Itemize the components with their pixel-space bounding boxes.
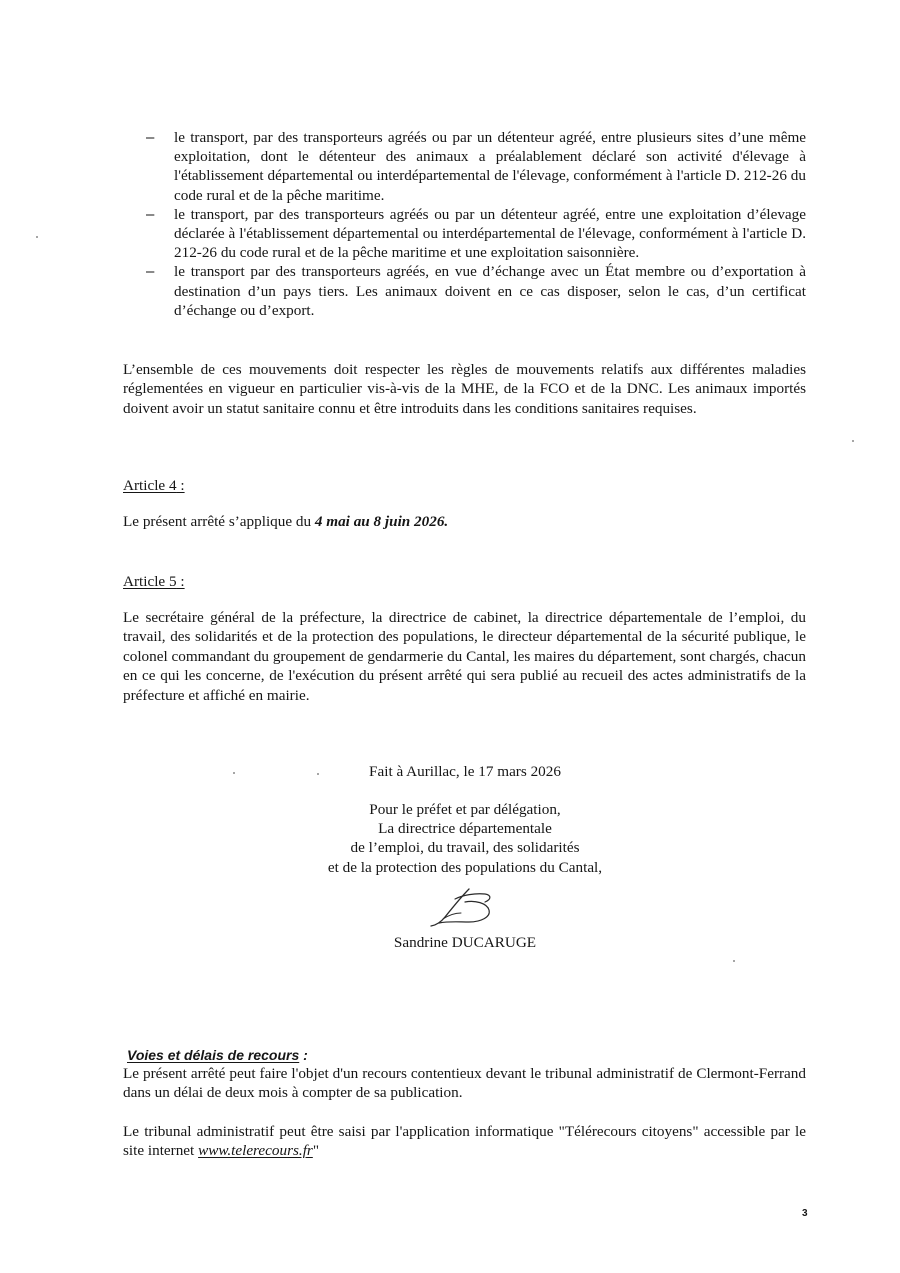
article-4-heading-label: Article 4 xyxy=(123,477,177,494)
delegation-line: et de la protection des populations du Cantal, xyxy=(327,858,603,876)
delegation-block xyxy=(300,800,630,877)
article-4-text-before: Le présent arrêté s’applique du xyxy=(123,513,315,530)
recours-title xyxy=(127,1046,308,1064)
recours-title-suffix: : xyxy=(299,1047,308,1063)
delegation-line: Pour le préfet et par délégation, xyxy=(369,801,561,818)
article-5-heading xyxy=(123,572,185,591)
dash-bullet-icon: – xyxy=(146,263,155,281)
article-4-heading-suffix: : xyxy=(176,477,185,494)
page-number: 3 xyxy=(802,1208,808,1219)
movements-paragraph: L’ensemble de ces mouvements doit respecter les règles de mouvements relatifs aux différentes maladies réglementées en vigueur en particulier vis-à-vis de la MHE, de la FCO et de la DNC. Les animaux importés doivent avoir un statut sanitaire connu et être introduits dans les conditions sanitaires requises. xyxy=(123,361,806,417)
list-item xyxy=(146,262,806,320)
list-item-text: le transport, par des transporteurs agréés ou par un détenteur agréé, entre plusieurs sites d’une même exploitation, dont le détenteur des animaux a préalablement déclaré son activité d'élevage à l'établissement départemental ou interdépartemental de l'élevage, conformément à l'article D. 212-26 du code rural et de la pêche maritime. xyxy=(174,129,806,204)
list-item xyxy=(146,128,806,205)
recours-paragraph-2-text: Le tribunal administratif peut être saisi par l'application informatique "Télérecours citoyens" accessible par le site internet xyxy=(123,1123,806,1160)
transport-exceptions-list xyxy=(146,128,806,320)
scan-speck xyxy=(733,960,735,962)
scan-speck xyxy=(852,440,854,442)
recours-paragraph-2 xyxy=(123,1122,806,1161)
delegation-line: de l’emploi, du travail, des solidarités xyxy=(350,839,580,857)
place-date: Fait à Aurillac, le 17 mars 2026 xyxy=(369,763,561,780)
telerecours-link[interactable]: www.telerecours.fr xyxy=(198,1142,313,1160)
recours-paragraph-1: Le présent arrêté peut faire l'objet d'un recours contentieux devant le tribunal administratif de Clermont-Ferrand dans un délai de deux mois à compter de sa publication. xyxy=(123,1065,806,1102)
dash-bullet-icon: – xyxy=(146,205,155,223)
article-5-heading-label: Article 5 xyxy=(123,573,177,590)
article-5-text: Le secrétaire général de la préfecture, la directrice de cabinet, la directrice départementale de l’emploi, du travail, des solidarités et de la protection des populations, le directeur départemental de la sécurité publique, le colonel commandant du groupement de gendarmerie du Cantal, les maires du département, sont chargés, chacun en ce qui les concerne, de l'exécution du présent arrêté qui sera publié au recueil des actes administratifs de la préfecture et affiché en mairie. xyxy=(123,609,806,704)
article-4-heading xyxy=(123,476,185,495)
handwritten-signature xyxy=(425,885,505,929)
list-item-text: le transport, par des transporteurs agréés ou par un détenteur agréé, entre une exploitation d’élevage déclarée à l'établissement départemental ou interdépartemental de l'élevage, conformément à l'article D. 212-26 du code rural et de la pêche maritime et une exploitation saisonnière. xyxy=(174,205,806,262)
scan-speck xyxy=(36,236,38,238)
delegation-line: La directrice départementale xyxy=(378,820,552,838)
article-4-text xyxy=(123,512,806,531)
signatory-name: Sandrine DUCARUGE xyxy=(393,934,537,951)
recours-title-label: Voies et délais de recours xyxy=(127,1047,300,1063)
list-item-text: le transport par des transporteurs agréés, en vue d’échange avec un État membre ou d’exportation à destination d’un pays tiers. Les animaux doivent en ce cas disposer, selon le cas, d’un certificat d’échange ou d’export. xyxy=(174,263,806,319)
article-4-dates: 4 mai au 8 juin 2026. xyxy=(314,513,449,530)
dash-bullet-icon: – xyxy=(146,129,155,146)
article-5-heading-suffix: : xyxy=(176,573,185,590)
scan-speck xyxy=(317,773,319,775)
list-item xyxy=(146,205,806,263)
recours-paragraph-2-end: " xyxy=(312,1142,320,1160)
scan-speck xyxy=(233,772,235,774)
